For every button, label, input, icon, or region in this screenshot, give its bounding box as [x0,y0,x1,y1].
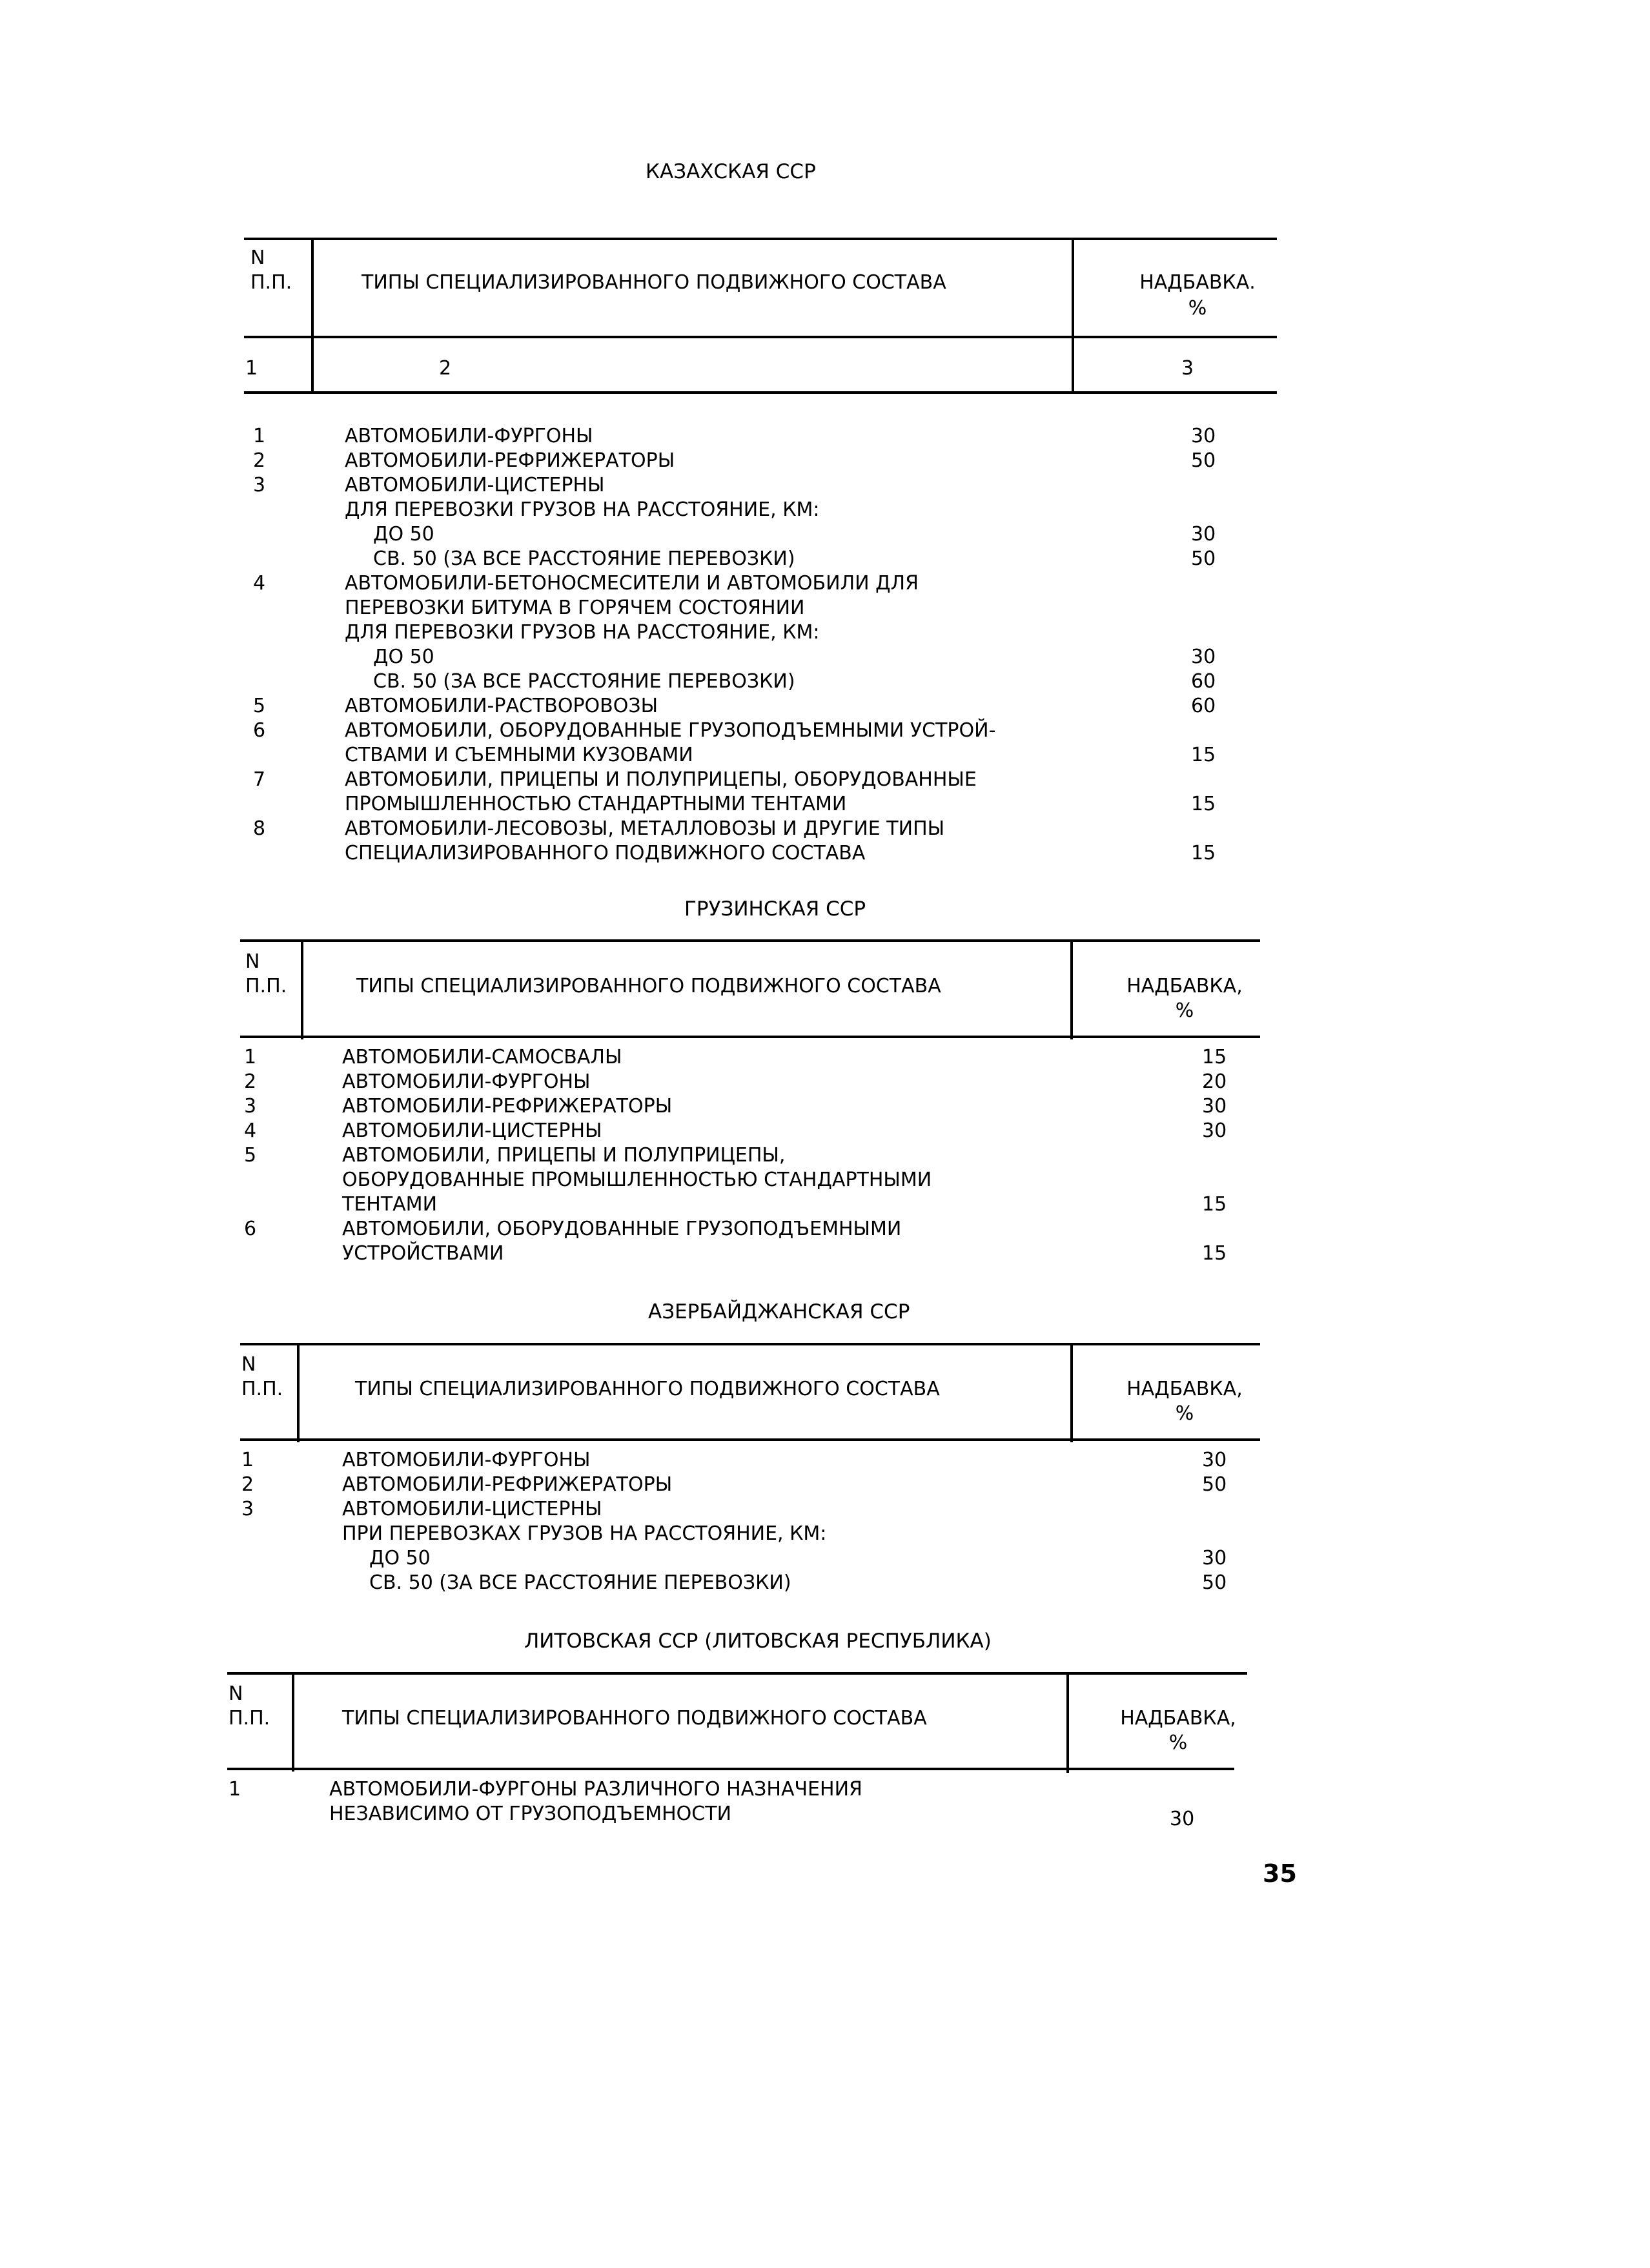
row-number: 2 [241,1473,254,1496]
azer-pct-header: % [1175,1402,1194,1425]
lit-type-header: ТИПЫ СПЕЦИАЛИЗИРОВАННОГО ПОДВИЖНОГО СОСТАВА [342,1707,927,1730]
azer-header-rule [240,1438,1260,1441]
gruz-col-divider-1 [301,941,303,1039]
page-number: 35 [1263,1859,1297,1888]
row-percent: 30 [1191,523,1216,546]
row-description: АВТОМОБИЛИ-БЕТОНОСМЕСИТЕЛИ И АВТОМОБИЛИ ДЛЯ [345,572,919,595]
gruz-num-header: П.П. [245,975,287,997]
row-description: УСТРОЙСТВАМИ [342,1242,504,1265]
lit-title: ЛИТОВСКАЯ ССР (ЛИТОВСКАЯ РЕСПУБЛИКА) [524,1629,992,1653]
azer-header-top-rule [240,1343,1260,1345]
row-description: АВТОМОБИЛИ, ПРИЦЕПЫ И ПОЛУПРИЦЕПЫ, ОБОРУДОВАННЫЕ [345,768,977,791]
kaz-colnum: 2 [439,357,452,380]
lit-pct-header: % [1168,1732,1188,1754]
gruz-type-header: ТИПЫ СПЕЦИАЛИЗИРОВАННОГО ПОДВИЖНОГО СОСТАВА [356,975,941,997]
row-number: 3 [244,1095,257,1118]
row-description: АВТОМОБИЛИ-ФУРГОНЫ [345,425,593,447]
row-description: НЕЗАВИСИМО ОТ ГРУЗОПОДЪЕМНОСТИ [329,1803,732,1825]
row-description: ДО 50 [369,1547,431,1569]
lit-pct-header: НАДБАВКА, [1120,1707,1236,1730]
row-description: АВТОМОБИЛИ-РЕФРИЖЕРАТОРЫ [345,449,675,472]
row-percent: 60 [1191,695,1216,717]
kaz-col-divider-1 [311,240,314,343]
kaz-colnum: 1 [245,357,258,380]
row-description: АВТОМОБИЛИ-ЦИСТЕРНЫ [342,1119,602,1142]
row-description: СВ. 50 (ЗА ВСЕ РАССТОЯНИЕ ПЕРЕВОЗКИ) [369,1571,791,1594]
row-description: СТВАМИ И СЪЕМНЫМИ КУЗОВАМИ [345,744,693,766]
row-number: 2 [244,1070,257,1093]
row-percent: 50 [1202,1473,1227,1496]
gruz-header-rule [240,1036,1260,1038]
gruz-title: ГРУЗИНСКАЯ ССР [684,897,866,921]
gruz-header-top-rule [240,939,1260,942]
row-percent: 30 [1202,1449,1227,1471]
row-description: АВТОМОБИЛИ, ОБОРУДОВАННЫЕ ГРУЗОПОДЪЕМНЫМИ УСТРОЙ- [345,719,996,742]
row-percent: 30 [1191,425,1216,447]
kaz-colnum-rule [244,391,1277,394]
gruz-col-divider-2 [1070,941,1073,1039]
row-description: АВТОМОБИЛИ, ОБОРУДОВАННЫЕ ГРУЗОПОДЪЕМНЫМИ [342,1218,902,1240]
kaz-pct-header: % [1188,297,1207,320]
row-description: АВТОМОБИЛИ-РАСТВОРОВОЗЫ [345,695,658,717]
row-number: 4 [253,572,266,595]
kaz-colnum-divider-2 [1072,342,1074,394]
row-description: АВТОМОБИЛИ-ФУРГОНЫ РАЗЛИЧНОГО НАЗНАЧЕНИЯ [329,1778,862,1801]
gruz-pct-header: % [1175,999,1194,1022]
row-number: 4 [244,1119,257,1142]
row-description: АВТОМОБИЛИ-ЛЕСОВОЗЫ, МЕТАЛЛОВОЗЫ И ДРУГИЕ ТИПЫ [345,817,945,840]
row-number: 6 [253,719,266,742]
row-percent: 50 [1191,547,1216,570]
gruz-num-header: N [245,950,260,973]
kaz-header-top-rule [244,238,1277,240]
lit-col-divider-2 [1066,1675,1069,1773]
row-percent: 15 [1191,842,1216,864]
row-number: 2 [253,449,266,472]
row-percent: 30 [1202,1095,1227,1118]
row-description: АВТОМОБИЛИ-ЦИСТЕРНЫ [342,1498,602,1520]
row-description: АВТОМОБИЛИ-ФУРГОНЫ [342,1449,591,1471]
row-number: 8 [253,817,266,840]
row-percent: 30 [1202,1119,1227,1142]
row-percent: 15 [1191,744,1216,766]
row-percent: 15 [1202,1242,1227,1265]
row-description: ПРИ ПЕРЕВОЗКАХ ГРУЗОВ НА РАССТОЯНИЕ, КМ: [342,1522,827,1545]
lit-num-header: N [229,1682,243,1705]
row-description: СВ. 50 (ЗА ВСЕ РАССТОЯНИЕ ПЕРЕВОЗКИ) [373,547,795,570]
row-number: 3 [241,1498,254,1520]
row-description: АВТОМОБИЛИ-РЕФРИЖЕРАТОРЫ [342,1473,673,1496]
azer-type-header: ТИПЫ СПЕЦИАЛИЗИРОВАННОГО ПОДВИЖНОГО СОСТАВА [355,1378,940,1400]
row-description: ПРОМЫШЛЕННОСТЬЮ СТАНДАРТНЫМИ ТЕНТАМИ [345,793,847,815]
row-number: 6 [244,1218,257,1240]
row-percent: 30 [1202,1547,1227,1569]
lit-col-divider-1 [292,1675,294,1772]
row-description: АВТОМОБИЛИ-РЕФРИЖЕРАТОРЫ [342,1095,673,1118]
row-number: 1 [253,425,266,447]
row-description: ТЕНТАМИ [342,1193,438,1216]
row-number: 5 [253,695,266,717]
row-description: АВТОМОБИЛИ, ПРИЦЕПЫ И ПОЛУПРИЦЕПЫ, [342,1144,786,1167]
row-percent: 15 [1202,1193,1227,1216]
row-description: АВТОМОБИЛИ-ФУРГОНЫ [342,1070,591,1093]
kaz-type-header: ТИПЫ СПЕЦИАЛИЗИРОВАННОГО ПОДВИЖНОГО СОСТАВА [362,271,946,294]
lit-header-rule [227,1768,1234,1770]
row-percent: 15 [1202,1046,1227,1068]
row-description: ДО 50 [373,646,434,668]
row-percent: 50 [1191,449,1216,472]
kaz-num-header: N [250,247,265,269]
row-percent: 60 [1191,670,1216,693]
azer-title: АЗЕРБАЙДЖАНСКАЯ ССР [648,1300,910,1323]
azer-num-header: П.П. [241,1378,283,1400]
row-number: 3 [253,474,266,496]
kaz-num-header: П.П. [250,271,292,294]
row-description: АВТОМОБИЛИ-ЦИСТЕРНЫ [345,474,605,496]
row-description: ОБОРУДОВАННЫЕ ПРОМЫШЛЕННОСТЬЮ СТАНДАРТНЫМИ [342,1169,932,1191]
row-description: ДЛЯ ПЕРЕВОЗКИ ГРУЗОВ НА РАССТОЯНИЕ, КМ: [345,498,820,521]
row-number: 1 [244,1046,257,1068]
row-description: СПЕЦИАЛИЗИРОВАННОГО ПОДВИЖНОГО СОСТАВА [345,842,866,864]
row-description: ДЛЯ ПЕРЕВОЗКИ ГРУЗОВ НА РАССТОЯНИЕ, КМ: [345,621,820,644]
azer-num-header: N [241,1353,256,1376]
kaz-title: КАЗАХСКАЯ ССР [646,160,816,183]
gruz-pct-header: НАДБАВКА, [1126,975,1243,997]
kaz-header-rule [244,336,1277,338]
kaz-colnum-divider-1 [311,342,314,394]
row-number: 7 [253,768,266,791]
row-description: СВ. 50 (ЗА ВСЕ РАССТОЯНИЕ ПЕРЕВОЗКИ) [373,670,795,693]
row-percent: 30 [1170,1808,1195,1830]
azer-pct-header: НАДБАВКА, [1126,1378,1243,1400]
kaz-colnum: 3 [1181,357,1194,380]
azer-col-divider-2 [1070,1345,1073,1442]
azer-col-divider-1 [297,1345,300,1442]
row-percent: 20 [1202,1070,1227,1093]
row-number: 1 [241,1449,254,1471]
row-percent: 30 [1191,646,1216,668]
row-description: ДО 50 [373,523,434,546]
kaz-pct-header: НАДБАВКА. [1139,271,1256,294]
kaz-col-divider-2 [1072,240,1074,343]
row-description: ПЕРЕВОЗКИ БИТУМА В ГОРЯЧЕМ СОСТОЯНИИ [345,597,805,619]
row-percent: 15 [1191,793,1216,815]
row-description: АВТОМОБИЛИ-САМОСВАЛЫ [342,1046,622,1068]
row-number: 5 [244,1144,257,1167]
row-number: 1 [229,1778,241,1801]
lit-header-top-rule [227,1672,1247,1675]
lit-num-header: П.П. [229,1707,270,1730]
row-percent: 50 [1202,1571,1227,1594]
